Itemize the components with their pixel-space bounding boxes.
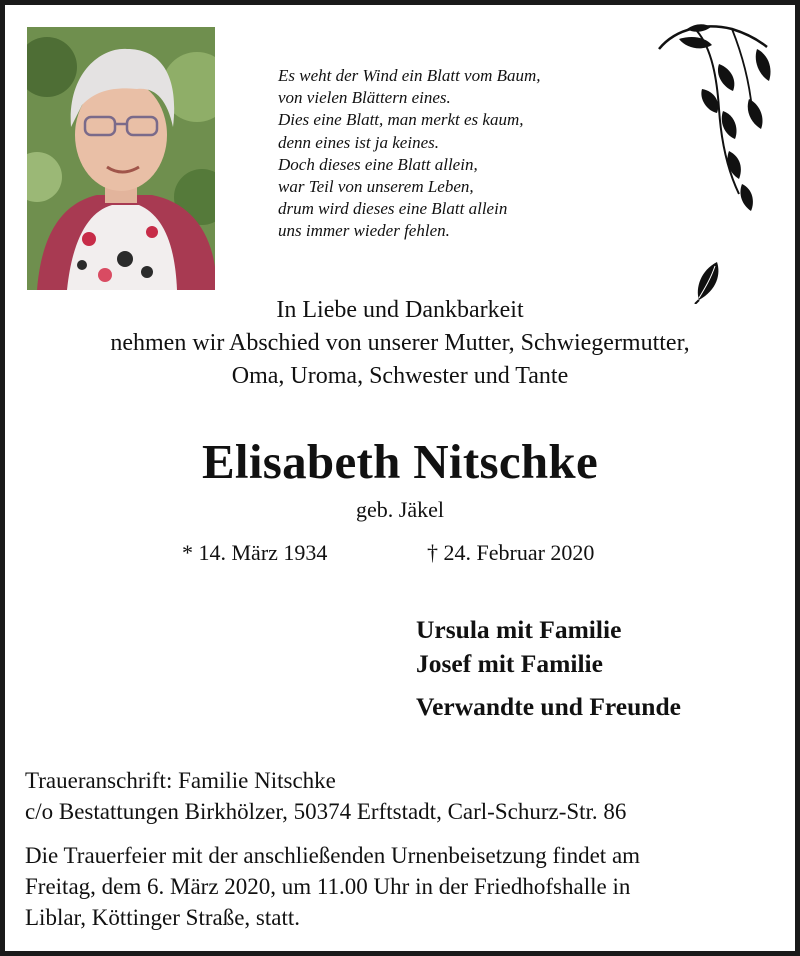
poem-line: Dies eine Blatt, man merkt es kaum,	[278, 110, 524, 130]
ceremony-line: Liblar, Köttinger Straße, statt.	[25, 905, 301, 930]
ceremony-info	[25, 840, 785, 933]
leaf-branch-icon	[657, 19, 777, 224]
intro-line: nehmen wir Abschied von unserer Mutter, Schwiegermutter,	[110, 330, 690, 356]
ceremony-line: Freitag, dem 6. März 2020, um 11.00 Uhr in der Friedhofshalle in	[25, 874, 631, 899]
poem	[278, 65, 638, 243]
death-date: † 24. Februar 2020	[427, 540, 595, 565]
poem-line: denn eines ist ja keines.	[278, 132, 439, 152]
portrait-photo	[27, 27, 215, 290]
poem-line: Doch dieses eine Blatt allein,	[278, 154, 478, 174]
intro-line: In Liebe und Dankbarkeit	[276, 297, 524, 323]
poem-line: uns immer wieder fehlen.	[278, 221, 450, 241]
mourner-line: Ursula mit Familie	[416, 615, 622, 644]
maiden-name: geb. Jäkel	[356, 497, 444, 522]
deceased-name: Elisabeth Nitschke	[201, 434, 599, 489]
address-line: Traueranschrift: Familie Nitschke	[25, 768, 336, 793]
mourners	[416, 613, 681, 724]
mourner-line: Verwandte und Freunde	[416, 692, 681, 721]
poem-line: von vielen Blättern eines.	[278, 88, 451, 108]
poem-line: drum wird dieses eine Blatt allein	[278, 199, 508, 219]
mourning-address	[25, 765, 626, 827]
mourner-line: Josef mit Familie	[416, 649, 603, 678]
poem-line: war Teil von unserem Leben,	[278, 177, 474, 197]
address-line: c/o Bestattungen Birkhölzer, 50374 Erftstadt, Carl-Schurz-Str. 86	[25, 799, 627, 824]
intro-line: Oma, Uroma, Schwester und Tante	[231, 363, 569, 389]
poem-line: Es weht der Wind ein Blatt vom Baum,	[278, 66, 541, 85]
intro-text	[5, 294, 795, 393]
birth-date: * 14. März 1934	[182, 540, 328, 565]
ceremony-line: Die Trauerfeier mit der anschließenden Urnenbeisetzung findet am	[25, 843, 641, 868]
